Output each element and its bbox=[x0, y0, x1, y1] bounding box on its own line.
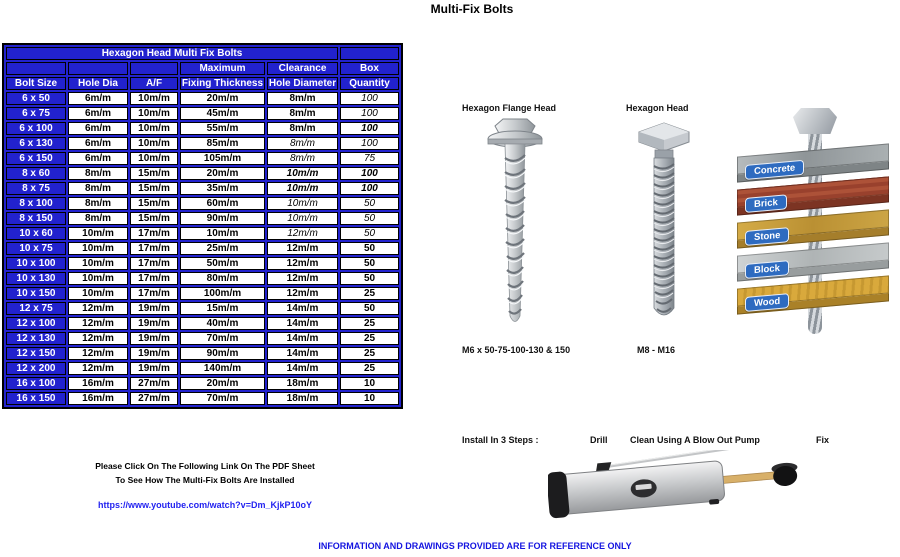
pdf-note bbox=[60, 459, 350, 487]
value-cell: 8m/m bbox=[267, 92, 338, 105]
table-title: Hexagon Head Multi Fix Bolts bbox=[6, 47, 338, 60]
bolt-size-cell: 8 x 100 bbox=[6, 197, 66, 210]
value-cell: 10m/m bbox=[68, 272, 128, 285]
value-cell: 14m/m bbox=[267, 347, 338, 360]
value-cell: 10m/m bbox=[130, 137, 178, 150]
value-cell: 40m/m bbox=[180, 317, 265, 330]
column-header bbox=[68, 62, 128, 75]
value-cell: 17m/m bbox=[130, 242, 178, 255]
column-header bbox=[130, 62, 178, 75]
table-row bbox=[6, 317, 399, 330]
bolt-size-cell: 8 x 75 bbox=[6, 182, 66, 195]
value-cell: 16m/m bbox=[68, 377, 128, 390]
spec-table-wrap bbox=[2, 43, 403, 409]
column-header: Hole Dia bbox=[68, 77, 128, 90]
flange-bolt-image bbox=[484, 116, 546, 342]
value-cell: 10 bbox=[340, 392, 399, 405]
bolt-size-cell: 10 x 60 bbox=[6, 227, 66, 240]
column-header: Box bbox=[340, 62, 399, 75]
value-cell: 55m/m bbox=[180, 122, 265, 135]
value-cell: 19m/m bbox=[130, 302, 178, 315]
value-cell: 25 bbox=[340, 347, 399, 360]
column-header: Hole Diameter bbox=[268, 78, 337, 89]
note-line-2: To See How The Multi-Fix Bolts Are Installed bbox=[115, 475, 295, 485]
value-cell: 27m/m bbox=[130, 377, 178, 390]
value-cell: 50 bbox=[340, 242, 399, 255]
diagram-bolt-head bbox=[793, 108, 837, 134]
value-cell: 15m/m bbox=[130, 167, 178, 180]
column-header: Quantity bbox=[340, 77, 399, 90]
value-cell: 17m/m bbox=[130, 257, 178, 270]
column-header: A/F bbox=[130, 77, 178, 90]
value-cell: 100 bbox=[340, 122, 399, 135]
value-cell: 19m/m bbox=[130, 362, 178, 375]
value-cell: 100 bbox=[340, 137, 399, 150]
value-cell: 50m/m bbox=[180, 257, 265, 270]
table-title-spacer bbox=[340, 47, 399, 60]
value-cell: 50 bbox=[340, 197, 399, 210]
bolt-size-cell: 6 x 130 bbox=[6, 137, 66, 150]
value-cell: 8m/m bbox=[267, 107, 338, 120]
footer-note: INFORMATION AND DRAWINGS PROVIDED ARE FOR REFERENCE ONLY bbox=[318, 541, 632, 551]
value-cell: 19m/m bbox=[130, 317, 178, 330]
value-cell: 14m/m bbox=[267, 332, 338, 345]
value-cell: 50 bbox=[340, 212, 399, 225]
value-cell: 14m/m bbox=[267, 302, 338, 315]
value-cell: 140m/m bbox=[180, 362, 265, 375]
bolt-size-cell: 10 x 130 bbox=[6, 272, 66, 285]
value-cell: 90m/m bbox=[180, 347, 265, 360]
value-cell: 15m/m bbox=[180, 302, 265, 315]
value-cell: 16m/m bbox=[68, 392, 128, 405]
value-cell: 8m/m bbox=[267, 122, 338, 135]
value-cell: 18m/m bbox=[267, 377, 338, 390]
value-cell: 10m/m bbox=[68, 242, 128, 255]
value-cell: 17m/m bbox=[130, 287, 178, 300]
bolt-size-cell: 16 x 100 bbox=[6, 377, 66, 390]
material-badge: Concrete bbox=[745, 160, 804, 180]
table-row bbox=[6, 227, 399, 240]
material-badge: Stone bbox=[745, 227, 789, 246]
value-cell: 10m/m bbox=[68, 227, 128, 240]
value-cell: 14m/m bbox=[267, 362, 338, 375]
table-row bbox=[6, 272, 399, 285]
value-cell: 10m/m bbox=[267, 212, 338, 225]
value-cell: 12m/m bbox=[267, 272, 338, 285]
value-cell: 25 bbox=[340, 362, 399, 375]
value-cell: 8m/m bbox=[68, 182, 128, 195]
value-cell: 100 bbox=[340, 167, 399, 180]
table-row bbox=[6, 107, 399, 120]
bolt-size-cell: 8 x 150 bbox=[6, 212, 66, 225]
value-cell: 8m/m bbox=[267, 137, 338, 150]
value-cell: 17m/m bbox=[130, 272, 178, 285]
table-row bbox=[6, 332, 399, 345]
value-cell: 75 bbox=[340, 152, 399, 165]
value-cell: 80m/m bbox=[180, 272, 265, 285]
table-row bbox=[6, 377, 399, 390]
table-row bbox=[6, 242, 399, 255]
column-header bbox=[6, 62, 66, 75]
material-layer bbox=[737, 176, 889, 213]
bolt-size-cell: 6 x 150 bbox=[6, 152, 66, 165]
flange-sizes-label: M6 x 50-75-100-130 & 150 bbox=[462, 345, 571, 355]
material-layer bbox=[737, 143, 889, 180]
note-line-1: Please Click On The Following Link On The PDF Sheet bbox=[95, 461, 315, 471]
bolt-size-cell: 6 x 50 bbox=[6, 92, 66, 105]
value-cell: 50 bbox=[340, 257, 399, 270]
value-cell: 60m/m bbox=[180, 197, 265, 210]
table-row bbox=[6, 302, 399, 315]
value-cell: 25 bbox=[340, 287, 399, 300]
table-row bbox=[6, 137, 399, 150]
table-row bbox=[6, 392, 399, 405]
value-cell: 12m/m bbox=[267, 242, 338, 255]
value-cell: 12m/m bbox=[68, 302, 128, 315]
value-cell: 20m/m bbox=[180, 377, 265, 390]
value-cell: 8m/m bbox=[68, 167, 128, 180]
value-cell: 105m/m bbox=[180, 152, 265, 165]
hex-bolt-image bbox=[628, 120, 700, 338]
value-cell: 10m/m bbox=[68, 257, 128, 270]
bolt-size-cell: 10 x 75 bbox=[6, 242, 66, 255]
value-cell: 12m/m bbox=[267, 227, 338, 240]
value-cell: 6m/m bbox=[68, 137, 128, 150]
value-cell: 12m/m bbox=[68, 347, 128, 360]
value-cell: 8m/m bbox=[267, 152, 338, 165]
value-cell: 14m/m bbox=[267, 317, 338, 330]
value-cell: 10m/m bbox=[130, 122, 178, 135]
bolt-size-cell: 8 x 60 bbox=[6, 167, 66, 180]
flange-head-label: Hexagon Flange Head bbox=[462, 103, 557, 113]
value-cell: 100m/m bbox=[180, 287, 265, 300]
table-row bbox=[6, 92, 399, 105]
column-header: Fixing Thickness bbox=[181, 78, 264, 89]
value-cell: 35m/m bbox=[180, 182, 265, 195]
value-cell: 12m/m bbox=[267, 257, 338, 270]
value-cell: 10m/m bbox=[267, 182, 338, 195]
value-cell: 8m/m bbox=[68, 212, 128, 225]
value-cell: 12m/m bbox=[68, 332, 128, 345]
bolt-size-cell: 12 x 100 bbox=[6, 317, 66, 330]
value-cell: 10m/m bbox=[130, 92, 178, 105]
table-row bbox=[6, 122, 399, 135]
value-cell: 25 bbox=[340, 332, 399, 345]
value-cell: 15m/m bbox=[130, 197, 178, 210]
bolt-size-cell: 10 x 100 bbox=[6, 257, 66, 270]
value-cell: 19m/m bbox=[130, 347, 178, 360]
table-row bbox=[6, 362, 399, 375]
value-cell: 25m/m bbox=[180, 242, 265, 255]
value-cell: 15m/m bbox=[130, 212, 178, 225]
bolt-size-cell: 16 x 150 bbox=[6, 392, 66, 405]
bolt-size-cell: 12 x 150 bbox=[6, 347, 66, 360]
value-cell: 25 bbox=[340, 317, 399, 330]
value-cell: 6m/m bbox=[68, 122, 128, 135]
value-cell: 10m/m bbox=[130, 107, 178, 120]
table-row bbox=[6, 347, 399, 360]
table-row bbox=[6, 197, 399, 210]
value-cell: 50 bbox=[340, 272, 399, 285]
bolt-spec-table bbox=[2, 43, 403, 409]
value-cell: 10m/m bbox=[68, 287, 128, 300]
value-cell: 45m/m bbox=[180, 107, 265, 120]
bolt-size-cell: 6 x 75 bbox=[6, 107, 66, 120]
value-cell: 50 bbox=[340, 302, 399, 315]
value-cell: 12m/m bbox=[267, 287, 338, 300]
value-cell: 20m/m bbox=[180, 92, 265, 105]
install-step-fix: Fix bbox=[816, 435, 830, 445]
column-header: Bolt Size bbox=[6, 77, 66, 90]
value-cell: 12m/m bbox=[68, 317, 128, 330]
value-cell: 6m/m bbox=[68, 92, 128, 105]
value-cell: 27m/m bbox=[130, 392, 178, 405]
column-header: Clearance bbox=[267, 62, 338, 75]
hex-head-label: Hexagon Head bbox=[626, 103, 689, 113]
material-badge: Wood bbox=[745, 293, 789, 312]
materials-diagram bbox=[735, 108, 895, 342]
table-row bbox=[6, 257, 399, 270]
material-layer bbox=[737, 209, 889, 246]
column-header: Maximum bbox=[180, 62, 265, 75]
bolt-size-cell: 10 x 150 bbox=[6, 287, 66, 300]
value-cell: 12m/m bbox=[68, 362, 128, 375]
material-badge: Block bbox=[745, 260, 789, 279]
material-layer bbox=[737, 242, 889, 279]
value-cell: 10m/m bbox=[180, 227, 265, 240]
value-cell: 15m/m bbox=[130, 182, 178, 195]
value-cell: 20m/m bbox=[180, 167, 265, 180]
value-cell: 100 bbox=[340, 107, 399, 120]
bolt-size-cell: 12 x 75 bbox=[6, 302, 66, 315]
value-cell: 10m/m bbox=[130, 152, 178, 165]
install-step-clean: Clean Using A Blow Out Pump bbox=[630, 435, 760, 445]
value-cell: 10 bbox=[340, 377, 399, 390]
value-cell: 10m/m bbox=[267, 197, 338, 210]
value-cell: 18m/m bbox=[267, 392, 338, 405]
value-cell: 17m/m bbox=[130, 227, 178, 240]
bolt-size-cell: 12 x 200 bbox=[6, 362, 66, 375]
table-row bbox=[6, 182, 399, 195]
value-cell: 6m/m bbox=[68, 152, 128, 165]
value-cell: 8m/m bbox=[68, 197, 128, 210]
material-badge: Brick bbox=[745, 194, 787, 213]
blow-out-pump-image bbox=[548, 450, 800, 532]
value-cell: 10m/m bbox=[267, 167, 338, 180]
value-cell: 70m/m bbox=[180, 392, 265, 405]
page-title: Multi-Fix Bolts bbox=[430, 2, 514, 16]
value-cell: 19m/m bbox=[130, 332, 178, 345]
value-cell: 90m/m bbox=[180, 212, 265, 225]
material-layer bbox=[737, 275, 889, 312]
bolt-size-cell: 12 x 130 bbox=[6, 332, 66, 345]
table-row bbox=[6, 212, 399, 225]
table-row bbox=[6, 152, 399, 165]
install-step-drill: Drill bbox=[590, 435, 608, 445]
value-cell: 50 bbox=[340, 227, 399, 240]
youtube-link[interactable]: https://www.youtube.com/watch?v=Dm_KjkP10oY bbox=[98, 500, 312, 510]
value-cell: 100 bbox=[340, 182, 399, 195]
value-cell: 70m/m bbox=[180, 332, 265, 345]
table-row bbox=[6, 287, 399, 300]
table-row bbox=[6, 167, 399, 180]
bolt-size-cell: 6 x 100 bbox=[6, 122, 66, 135]
value-cell: 100 bbox=[340, 92, 399, 105]
install-heading: Install In 3 Steps : bbox=[462, 435, 539, 445]
value-cell: 6m/m bbox=[68, 107, 128, 120]
hex-sizes-label: M8 - M16 bbox=[637, 345, 676, 355]
value-cell: 85m/m bbox=[180, 137, 265, 150]
